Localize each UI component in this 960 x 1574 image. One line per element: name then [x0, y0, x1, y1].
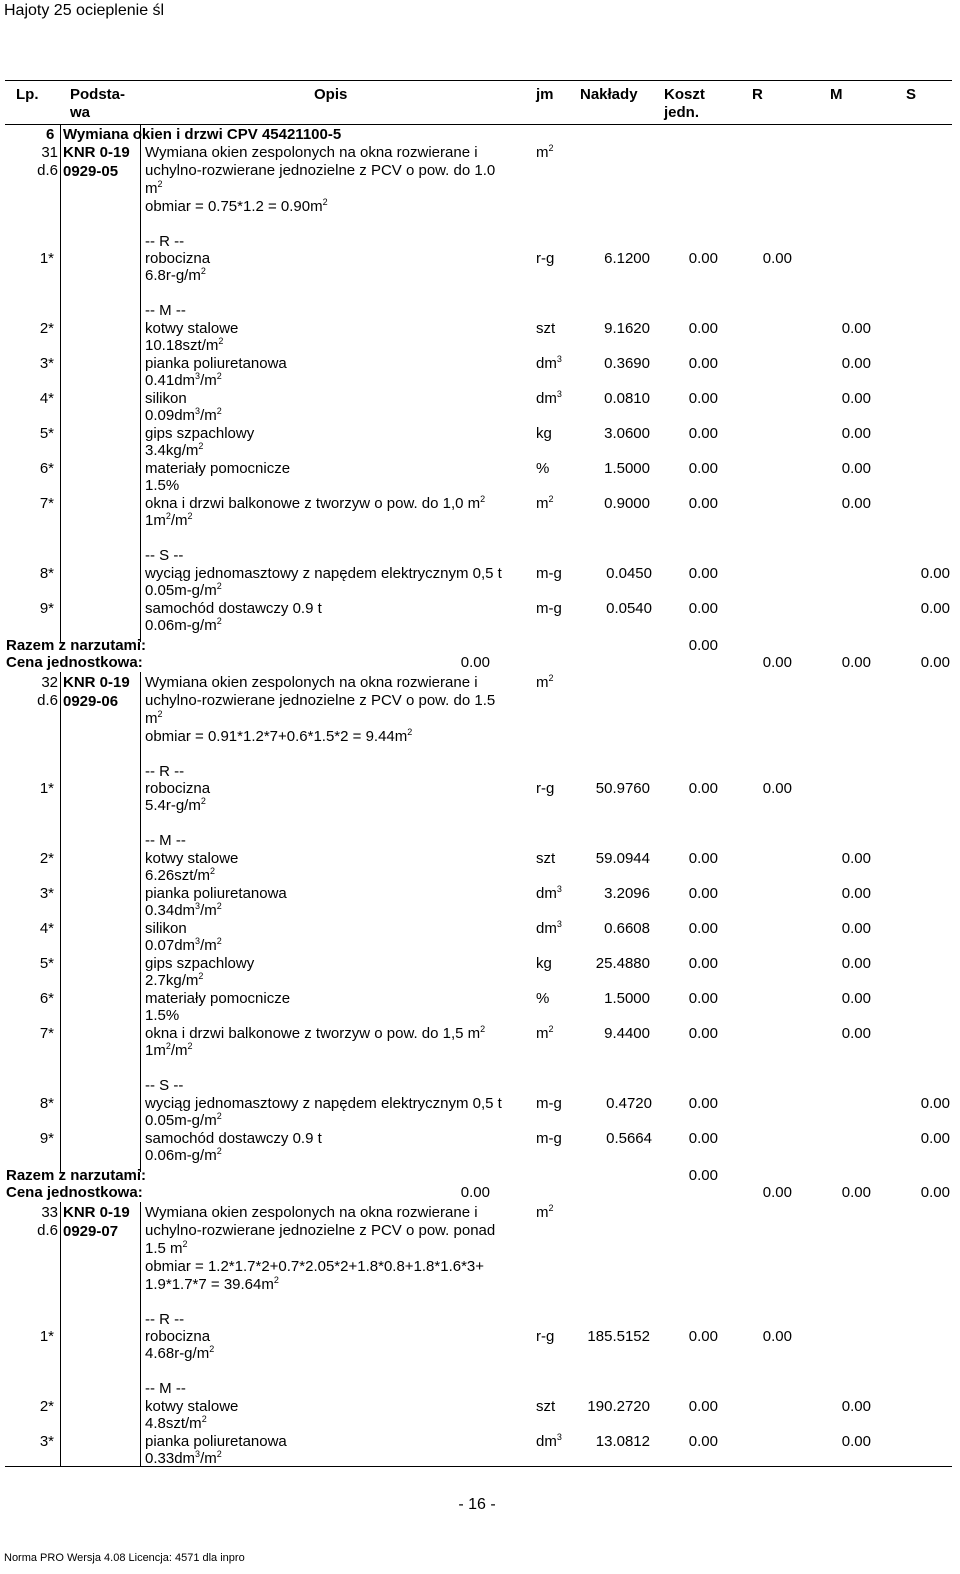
position-code: 0929-07: [63, 1223, 119, 1240]
resource-norm: $3.4kg/m^2$: [145, 441, 204, 459]
resource-quantity: 0.6608: [604, 920, 650, 937]
resource-norm: $4.68r-g/m^2$: [145, 1344, 215, 1362]
resource-number: 1*: [39, 250, 54, 267]
resource-number: 6*: [39, 990, 54, 1007]
resource-name: wyciąg jednomasztowy z napędem elektrycznym 0,5 t: [145, 1095, 502, 1112]
resource-unit: kg: [536, 425, 552, 442]
header-opis: Opis: [314, 86, 348, 103]
resource-value: 0.00: [841, 1025, 871, 1042]
razem-label: Razem z narzutami:: [6, 637, 147, 654]
position-knr: KNR 0-19: [63, 674, 130, 691]
header-jm: jm: [536, 86, 554, 103]
resource-norm: $0.34dm^3/m^2$: [145, 901, 222, 919]
position-description: obmiar = 1.2*1.7*2+0.7*2.05*2+1.8*0.8+1.8*1.6*3+: [145, 1258, 485, 1275]
resource-name: robocizna: [145, 780, 211, 797]
position-description: obmiar = $0.91*1.2*7+0.6*1.5*2 = 9.44m^2$: [145, 727, 413, 745]
column-divider: [140, 1202, 141, 1466]
resource-price: 0.00: [688, 955, 718, 972]
column-divider: [140, 672, 141, 1172]
resource-value: 0.00: [920, 1130, 950, 1147]
resource-quantity: 50.9760: [595, 780, 650, 797]
resource-quantity: 185.5152: [587, 1328, 650, 1345]
header-koszt: jedn.: [664, 104, 700, 121]
group-header-s: -- S --: [145, 547, 184, 564]
cena-value: 0.00: [762, 1184, 792, 1201]
resource-value: 0.00: [841, 885, 871, 902]
cena-value: 0.00: [841, 654, 871, 671]
resource-price: 0.00: [688, 780, 718, 797]
resource-value: 0.00: [920, 1095, 950, 1112]
resource-number: 4*: [39, 920, 54, 937]
resource-number: 1*: [39, 1328, 54, 1345]
group-header-m: -- M --: [145, 832, 186, 849]
position-unit: $m^2$: [536, 1203, 554, 1221]
resource-norm: 1.5%: [145, 477, 180, 494]
cena-label: Cena jednostkowa:: [6, 654, 143, 671]
resource-value: 0.00: [841, 1398, 871, 1415]
resource-quantity: 59.0944: [595, 850, 650, 867]
position-unit: $m^2$: [536, 673, 554, 691]
resource-number: 7*: [39, 495, 54, 512]
cena-value: 0.00: [920, 1184, 950, 1201]
header-top-rule: [5, 80, 952, 81]
position-description: $1.9*1.7*7 = 39.64m^2$: [145, 1275, 279, 1293]
header-lp: Lp.: [16, 86, 39, 103]
resource-price: 0.00: [688, 460, 718, 477]
resource-number: 3*: [39, 1433, 54, 1450]
resource-quantity: 0.3690: [604, 355, 650, 372]
resource-unit: r-g: [536, 780, 555, 797]
resource-number: 8*: [39, 1095, 54, 1112]
resource-quantity: 0.9000: [604, 495, 650, 512]
resource-value: 0.00: [841, 990, 871, 1007]
resource-norm: $6.8r-g/m^2$: [145, 266, 206, 284]
resource-quantity: 3.2096: [604, 885, 650, 902]
resource-number: 7*: [39, 1025, 54, 1042]
resource-quantity: 25.4880: [595, 955, 650, 972]
resource-norm: $0.07dm^3/m^2$: [145, 936, 222, 954]
resource-value: 0.00: [841, 425, 871, 442]
resource-norm: $0.05m-g/m^2$: [145, 581, 222, 599]
resource-price: 0.00: [688, 425, 718, 442]
resource-number: 9*: [39, 600, 54, 617]
position-description: uchylno-rozwierane jednozielne z PCV o pow. do 1.5: [145, 692, 496, 709]
group-header-r: -- R --: [145, 763, 185, 780]
position-description: $m^2$: [145, 179, 163, 197]
resource-price: 0.00: [688, 495, 718, 512]
resource-norm: 1.5%: [145, 1007, 180, 1024]
position-unit: $m^2$: [536, 143, 554, 161]
resource-name: pianka poliuretanowa: [145, 1433, 287, 1450]
resource-unit: m-g: [536, 1130, 562, 1147]
header-podstawa: wa: [70, 104, 91, 121]
resource-quantity: 0.0450: [606, 565, 652, 582]
resource-norm: $4.8szt/m^2$: [145, 1414, 207, 1432]
column-divider: [60, 124, 61, 642]
resource-name: okna i drzwi balkonowe z tworzyw o pow. do 1,0 $m^2$: [145, 494, 486, 512]
position-lp: d.6: [37, 162, 58, 179]
resource-number: 2*: [39, 320, 54, 337]
group-header-s: -- S --: [145, 1077, 184, 1094]
resource-name: kotwy stalowe: [145, 1398, 239, 1415]
group-header-r: -- R --: [145, 1311, 185, 1328]
resource-unit: m-g: [536, 565, 562, 582]
position-description: uchylno-rozwierane jednozielne z PCV o pow. ponad: [145, 1222, 496, 1239]
resource-norm: $0.06m-g/m^2$: [145, 616, 222, 634]
position-description: uchylno-rozwierane jednozielne z PCV o pow. do 1.0: [145, 162, 496, 179]
resource-value: 0.00: [920, 565, 950, 582]
resource-unit: m-g: [536, 1095, 562, 1112]
group-header-m: -- M --: [145, 302, 186, 319]
razem-value: 0.00: [688, 637, 718, 654]
resource-price: 0.00: [688, 920, 718, 937]
resource-unit: $dm^3$: [536, 1432, 562, 1450]
software-footer: Norma PRO Wersja 4.08 Licencja: 4571 dla inpro: [4, 1552, 245, 1564]
resource-norm: $2.7kg/m^2$: [145, 971, 204, 989]
resource-unit: szt: [536, 850, 556, 867]
resource-value: 0.00: [841, 955, 871, 972]
position-description: Wymiana okien zespolonych na okna rozwierane i: [145, 144, 478, 161]
group-header-r: -- R --: [145, 233, 185, 250]
resource-name: wyciąg jednomasztowy z napędem elektrycznym 0,5 t: [145, 565, 502, 582]
resource-quantity: 0.4720: [606, 1095, 652, 1112]
column-divider: [140, 124, 141, 642]
resource-number: 3*: [39, 885, 54, 902]
resource-value: 0.00: [920, 600, 950, 617]
resource-norm: $0.33dm^3/m^2$: [145, 1449, 222, 1467]
razem-label: Razem z narzutami:: [6, 1167, 147, 1184]
header-koszt: Koszt: [664, 86, 705, 103]
position-description: obmiar = $0.75*1.2 = 0.90m^2$: [145, 197, 328, 215]
resource-value: 0.00: [841, 460, 871, 477]
position-knr: KNR 0-19: [63, 1204, 130, 1221]
resource-unit: $m^2$: [536, 494, 554, 512]
resource-name: samochód dostawczy 0.9 t: [145, 600, 322, 617]
position-lp: 33: [41, 1204, 58, 1221]
resource-price: 0.00: [688, 1025, 718, 1042]
position-description: Wymiana okien zespolonych na okna rozwierane i: [145, 1204, 478, 1221]
resource-price: 0.00: [688, 1095, 718, 1112]
resource-number: 5*: [39, 955, 54, 972]
resource-quantity: 0.0810: [604, 390, 650, 407]
resource-price: 0.00: [688, 1328, 718, 1345]
resource-price: 0.00: [688, 850, 718, 867]
resource-quantity: 6.1200: [604, 250, 650, 267]
resource-quantity: 9.4400: [604, 1025, 650, 1042]
resource-price: 0.00: [688, 320, 718, 337]
resource-unit: szt: [536, 320, 556, 337]
resource-number: 8*: [39, 565, 54, 582]
position-lp: d.6: [37, 1222, 58, 1239]
position-knr: KNR 0-19: [63, 144, 130, 161]
resource-number: 9*: [39, 1130, 54, 1147]
resource-price: 0.00: [688, 390, 718, 407]
resource-price: 0.00: [688, 885, 718, 902]
resource-number: 3*: [39, 355, 54, 372]
resource-norm: $0.41dm^3/m^2$: [145, 371, 222, 389]
cena-value: 0.00: [762, 654, 792, 671]
cena-value: 0.00: [920, 654, 950, 671]
resource-number: 6*: [39, 460, 54, 477]
cena-value: 0.00: [460, 654, 490, 671]
resource-number: 5*: [39, 425, 54, 442]
resource-norm: $5.4r-g/m^2$: [145, 796, 206, 814]
resource-norm: $0.06m-g/m^2$: [145, 1146, 222, 1164]
position-code: 0929-05: [63, 163, 119, 180]
resource-unit: $dm^3$: [536, 884, 562, 902]
resource-norm: $10.18szt/m^2$: [145, 336, 224, 354]
position-lp: d.6: [37, 692, 58, 709]
resource-unit: $dm^3$: [536, 354, 562, 372]
resource-quantity: 13.0812: [595, 1433, 650, 1450]
resource-price: 0.00: [688, 1398, 718, 1415]
resource-number: 2*: [39, 1398, 54, 1415]
resource-price: 0.00: [688, 600, 718, 617]
resource-unit: kg: [536, 955, 552, 972]
resource-name: gips szpachlowy: [145, 955, 255, 972]
resource-unit: %: [536, 990, 550, 1007]
resource-number: 4*: [39, 390, 54, 407]
resource-quantity: 1.5000: [604, 990, 650, 1007]
resource-value: 0.00: [841, 850, 871, 867]
resource-unit: %: [536, 460, 550, 477]
resource-price: 0.00: [688, 1433, 718, 1450]
resource-norm: $1m^2/m^2$: [145, 1041, 193, 1059]
resource-norm: $1m^2/m^2$: [145, 511, 193, 529]
document-title: Hajoty 25 ocieplenie śl: [4, 2, 165, 19]
position-lp: 31: [41, 144, 58, 161]
resource-value: 0.00: [841, 355, 871, 372]
header-m: M: [830, 86, 843, 103]
cena-value: 0.00: [460, 1184, 490, 1201]
resource-name: pianka poliuretanowa: [145, 885, 287, 902]
resource-unit: r-g: [536, 1328, 555, 1345]
resource-name: materiały pomocnicze: [145, 990, 291, 1007]
resource-quantity: 0.0540: [606, 600, 652, 617]
column-divider: [60, 672, 61, 1172]
resource-value: 0.00: [762, 780, 792, 797]
section-title: Wymiana okien i drzwi CPV 45421100-5: [63, 126, 342, 143]
header-bottom-rule: [5, 124, 952, 125]
resource-value: 0.00: [841, 1433, 871, 1450]
header-naklady: Nakłady: [580, 86, 638, 103]
section-number: 6: [46, 126, 55, 143]
resource-name: robocizna: [145, 1328, 211, 1345]
resource-quantity: 9.1620: [604, 320, 650, 337]
resource-name: silikon: [145, 920, 187, 937]
resource-name: pianka poliuretanowa: [145, 355, 287, 372]
resource-unit: $m^2$: [536, 1024, 554, 1042]
resource-name: robocizna: [145, 250, 211, 267]
column-divider: [60, 1202, 61, 1466]
resource-value: 0.00: [762, 1328, 792, 1345]
resource-name: kotwy stalowe: [145, 850, 239, 867]
resource-norm: $0.09dm^3/m^2$: [145, 406, 222, 424]
group-header-m: -- M --: [145, 1380, 186, 1397]
resource-name: materiały pomocnicze: [145, 460, 291, 477]
resource-unit: szt: [536, 1398, 556, 1415]
cena-label: Cena jednostkowa:: [6, 1184, 143, 1201]
resource-value: 0.00: [762, 250, 792, 267]
resource-price: 0.00: [688, 990, 718, 1007]
resource-norm: $6.26szt/m^2$: [145, 866, 216, 884]
header-r: R: [752, 86, 763, 103]
position-description: Wymiana okien zespolonych na okna rozwierane i: [145, 674, 478, 691]
resource-unit: m-g: [536, 600, 562, 617]
header-podstawa: Podsta-: [70, 86, 126, 103]
resource-value: 0.00: [841, 390, 871, 407]
resource-value: 0.00: [841, 320, 871, 337]
resource-quantity: 190.2720: [587, 1398, 650, 1415]
resource-number: 1*: [39, 780, 54, 797]
cena-value: 0.00: [841, 1184, 871, 1201]
resource-value: 0.00: [841, 920, 871, 937]
resource-name: kotwy stalowe: [145, 320, 239, 337]
position-code: 0929-06: [63, 693, 119, 710]
resource-unit: $dm^3$: [536, 389, 562, 407]
resource-quantity: 3.0600: [604, 425, 650, 442]
resource-number: 2*: [39, 850, 54, 867]
resource-unit: r-g: [536, 250, 555, 267]
position-description: 1.5 $m^2$: [145, 1239, 188, 1257]
page-number: - 16 -: [458, 1496, 496, 1513]
resource-price: 0.00: [688, 1130, 718, 1147]
razem-value: 0.00: [688, 1167, 718, 1184]
resource-price: 0.00: [688, 565, 718, 582]
resource-name: okna i drzwi balkonowe z tworzyw o pow. do 1,5 $m^2$: [145, 1024, 486, 1042]
position-lp: 32: [41, 674, 58, 691]
resource-quantity: 1.5000: [604, 460, 650, 477]
resource-name: silikon: [145, 390, 187, 407]
resource-norm: $0.05m-g/m^2$: [145, 1111, 222, 1129]
resource-value: 0.00: [841, 495, 871, 512]
resource-quantity: 0.5664: [606, 1130, 652, 1147]
resource-name: gips szpachlowy: [145, 425, 255, 442]
header-s: S: [906, 86, 917, 103]
resource-unit: $dm^3$: [536, 919, 562, 937]
resource-price: 0.00: [688, 250, 718, 267]
resource-name: samochód dostawczy 0.9 t: [145, 1130, 322, 1147]
position-description: $m^2$: [145, 709, 163, 727]
resource-price: 0.00: [688, 355, 718, 372]
